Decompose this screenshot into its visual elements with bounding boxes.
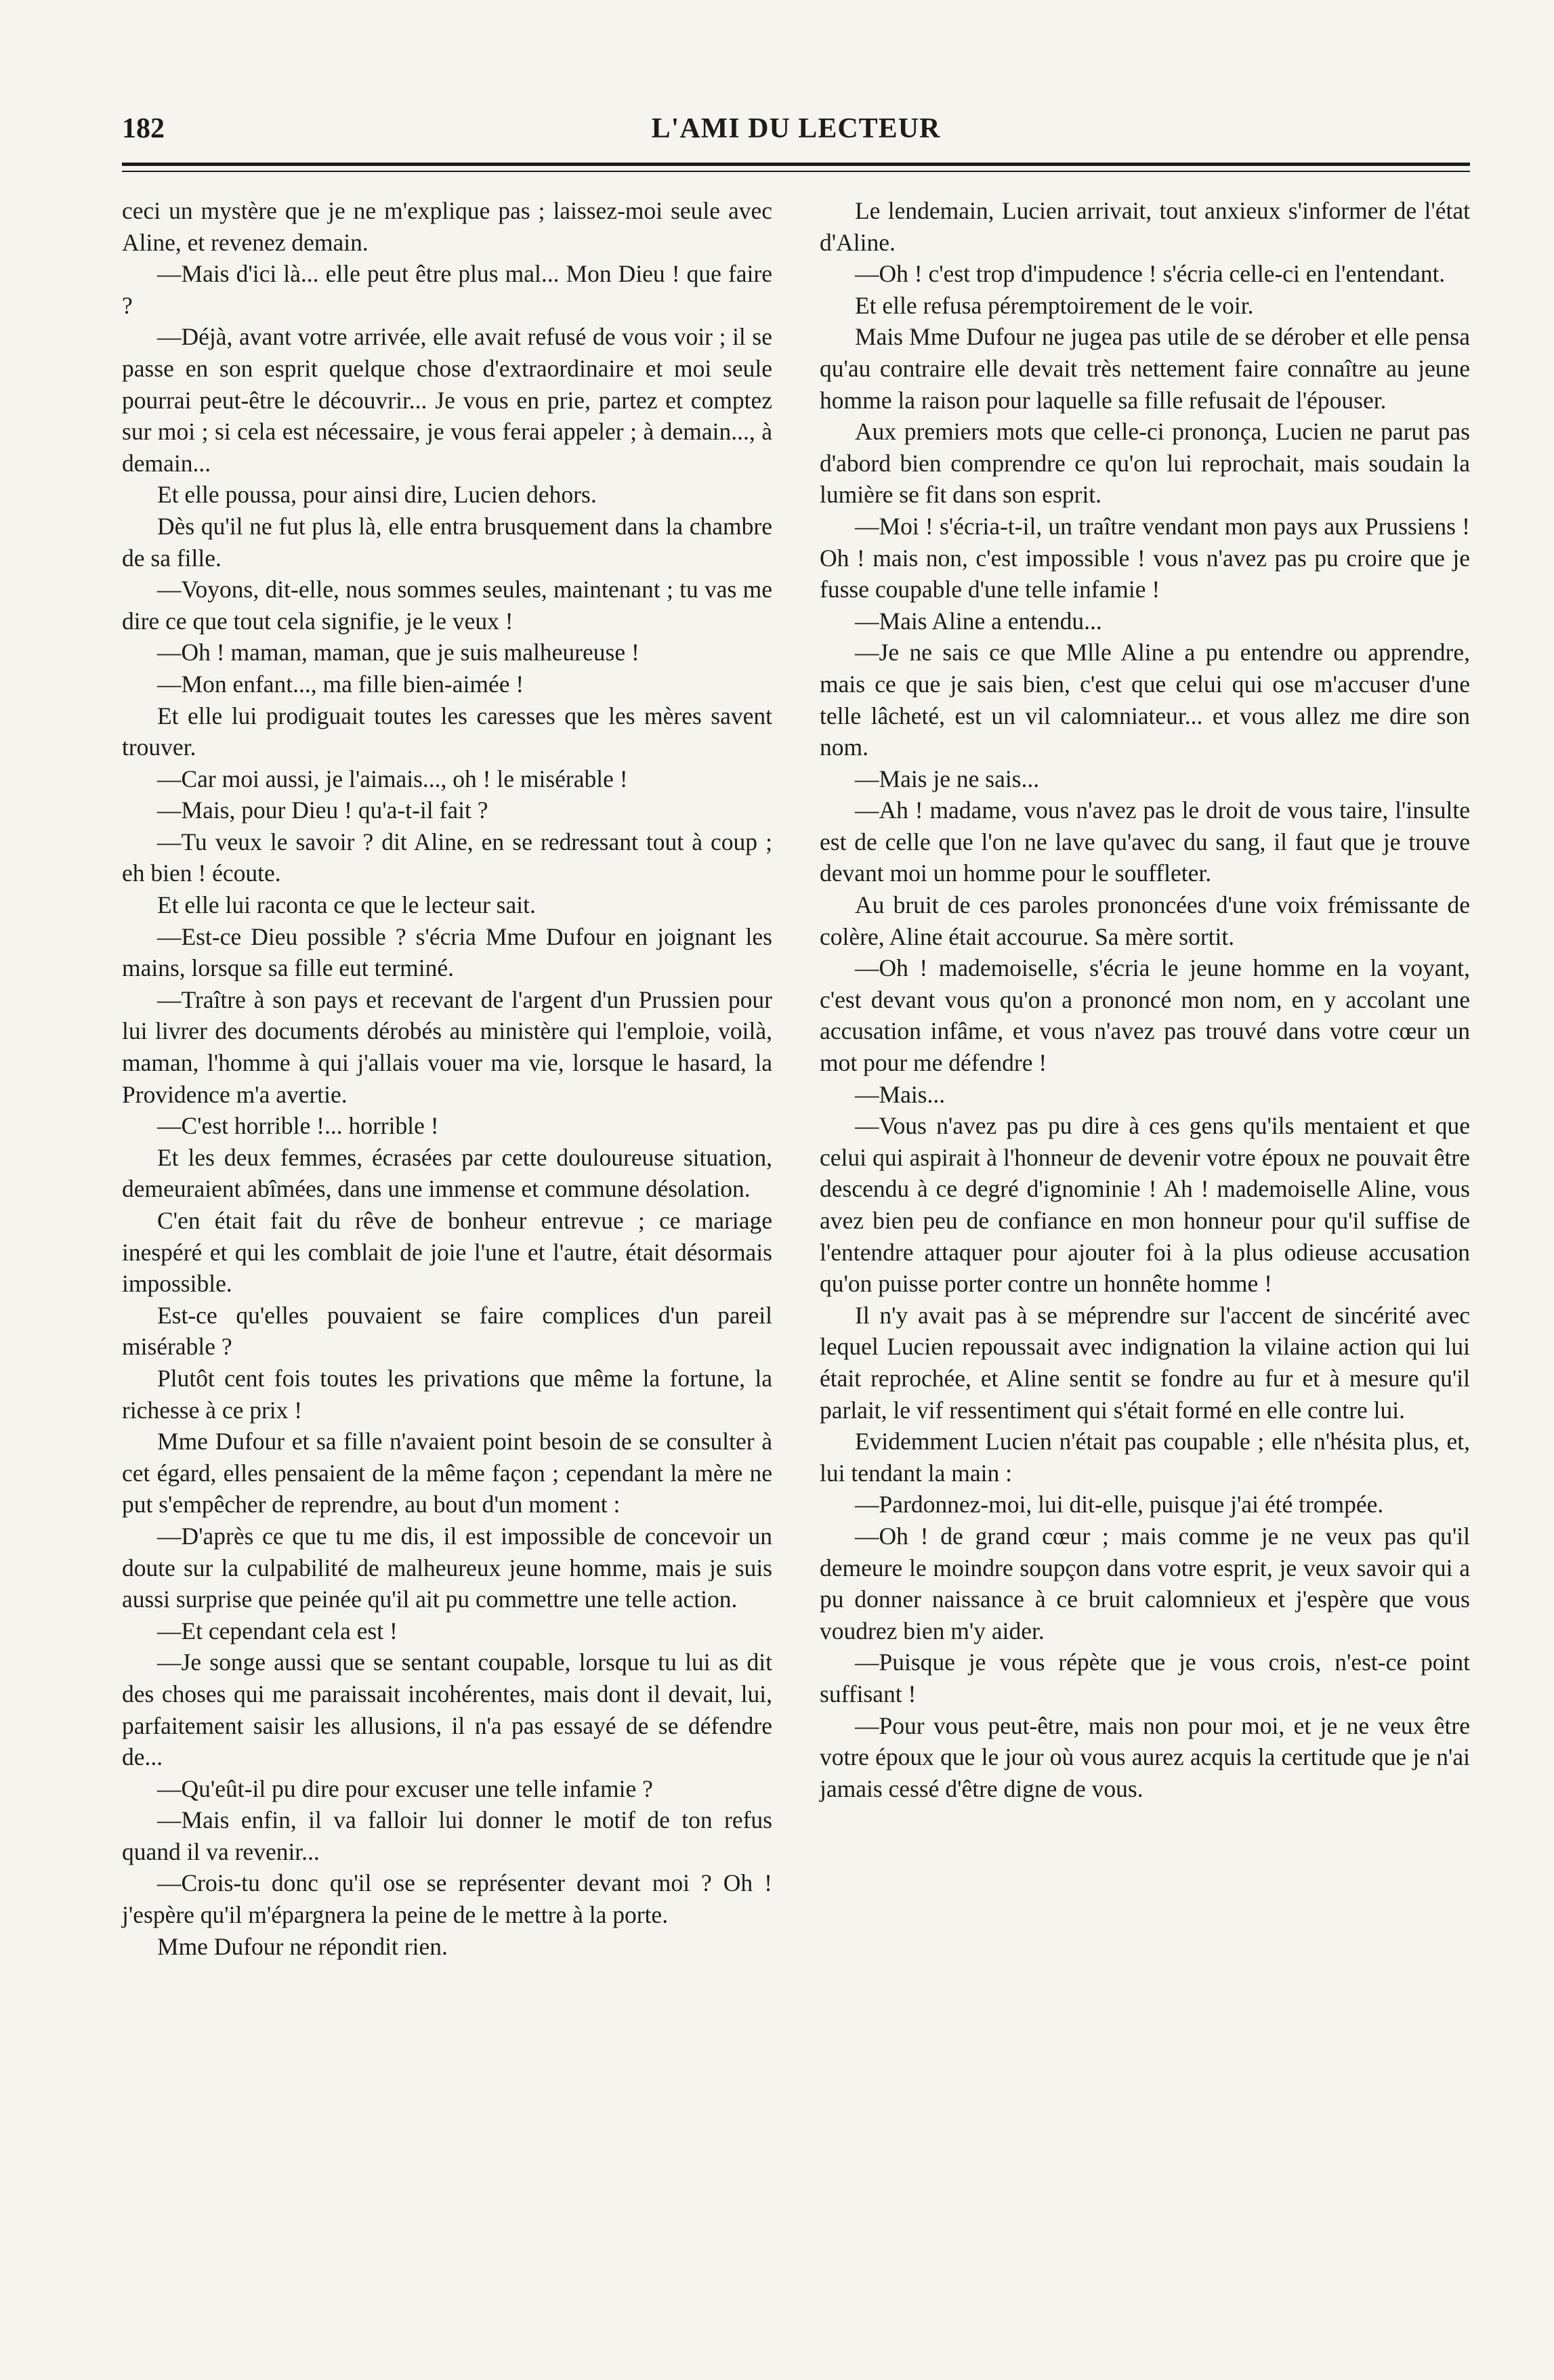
- paragraph: —C'est horrible !... horrible !: [157, 1112, 439, 1140]
- paragraph: C'en était fait du rêve de bonheur entrevue ; ce mariage inespéré et qui les comblait de joie l'une et l'autre, était désormais impossible.: [122, 1207, 772, 1298]
- page-header: [122, 112, 1470, 153]
- paragraph: —Mais enfin, il va falloir lui donner le motif de ton refus quand il va revenir...: [122, 1806, 772, 1865]
- paragraph: —Oh ! de grand cœur ; mais comme je ne veux pas qu'il demeure le moindre soupçon dans votre esprit, je veux savoir qui a pu donner naissance à ce bruit calomnieux et j'espère que vous voudrez bien m'y aider.: [820, 1522, 1470, 1644]
- paragraph: —Vous n'avez pas pu dire à ces gens qu'ils mentaient et que celui qui aspirait à l'honneur de devenir votre époux ne pouvait être descendu à ce degré d'ignominie ! Ah ! mademoiselle Aline, vous avez bien peu de confiance en mon honneur pour qu'il suffise de l'entendre attaquer pour ajouter foi à la plus odieuse accusation qu'on puisse porter contre un honnête homme !: [820, 1112, 1470, 1298]
- paragraph: —Mais...: [855, 1080, 946, 1108]
- paragraph: —Tu veux le savoir ? dit Aline, en se redressant tout à coup ; eh bien ! écoute.: [122, 828, 772, 887]
- paragraph: Au bruit de ces paroles prononcées d'une voix frémissante de colère, Aline était accourue. Sa mère sortit.: [820, 891, 1470, 950]
- paragraph: —Car moi aussi, je l'aimais..., oh ! le misérable !: [157, 765, 628, 792]
- paragraph: Le lendemain, Lucien arrivait, tout anxieux s'informer de l'état d'Aline.: [820, 197, 1470, 256]
- paragraph: —Je ne sais ce que Mlle Aline a pu entendre ou apprendre, mais ce que je sais bien, c'est que celui qui ose m'accuser d'une telle lâcheté, est un vil calomniateur... et vous allez me dire son nom.: [820, 639, 1470, 761]
- paragraph: Et elle refusa péremptoirement de le voir.: [855, 291, 1254, 319]
- paragraph: —Traître à son pays et recevant de l'argent d'un Prussien pour lui livrer des documents dérobés au ministère qui l'emploie, voilà, maman, l'homme à qui j'allais vouer ma vie, lorsque le hasard, la Providence m'a avertie.: [122, 985, 772, 1108]
- paragraph: Dès qu'il ne fut plus là, elle entra brusquement dans la chambre de sa fille.: [122, 512, 772, 572]
- paragraph: —Déjà, avant votre arrivée, elle avait refusé de vous voir ; il se passe en son esprit quelque chose d'extraordinaire et moi seule pourrai peut-être le découvrir... Je vous en prie, partez et comptez sur moi ; si cela est nécessaire, je vous ferai appeler ; à demain..., à demain...: [122, 323, 772, 477]
- paragraph: —Et cependant cela est !: [157, 1617, 398, 1644]
- paragraph: —Mais je ne sais...: [855, 765, 1040, 792]
- paragraph: —Oh ! maman, maman, que je suis malheureuse !: [157, 639, 639, 666]
- left-column: [122, 195, 772, 1962]
- paragraph: ceci un mystère que je ne m'explique pas ; laissez-moi seule avec Aline, et revenez demain.: [122, 197, 772, 256]
- paragraph: Il n'y avait pas à se méprendre sur l'accent de sincérité avec lequel Lucien repoussait avec indignation la vilaine action qui lui était reprochée, et Aline sentit se fondre au fur et à mesure qu'il parlait, le vif ressentiment qui s'était formé en elle contre lui.: [820, 1301, 1470, 1424]
- paragraph: —Mais, pour Dieu ! qu'a-t-il fait ?: [157, 796, 488, 824]
- page-number: 182: [122, 113, 165, 144]
- paragraph: Est-ce qu'elles pouvaient se faire complices d'un pareil misérable ?: [122, 1301, 772, 1361]
- paragraph: —Mais d'ici là... elle peut être plus mal... Mon Dieu ! que faire ?: [122, 260, 772, 319]
- paragraph: —Puisque je vous répète que je vous crois, n'est-ce point suffisant !: [820, 1649, 1470, 1707]
- paragraph: Et les deux femmes, écrasées par cette douloureuse situation, demeuraient abîmées, dans une immense et commune désolation.: [122, 1143, 772, 1203]
- paragraph: —Mon enfant..., ma fille bien-aimée !: [157, 670, 524, 698]
- paragraph: Mme Dufour ne répondit rien.: [157, 1932, 448, 1960]
- paragraph: —Pardonnez-moi, lui dit-elle, puisque j'ai été trompée.: [855, 1491, 1384, 1518]
- running-title: L'AMI DU LECTEUR: [651, 113, 941, 144]
- paragraph: —Pour vous peut-être, mais non pour moi, et je ne veux être votre époux que le jour où vous aurez acquis la certitude que je n'ai jamais cessé d'être digne de vous.: [820, 1712, 1470, 1802]
- paragraph: —Voyons, dit-elle, nous sommes seules, maintenant ; tu vas me dire ce que tout cela signifie, je le veux !: [122, 576, 772, 635]
- right-column: [820, 195, 1470, 1804]
- paragraph: —Oh ! c'est trop d'impudence ! s'écria celle-ci en l'entendant.: [855, 260, 1446, 288]
- header-rule-thin: [122, 171, 1470, 172]
- paragraph: Mme Dufour et sa fille n'avaient point besoin de se consulter à cet égard, elles pensaient de la même façon ; cependant la mère ne put s'empêcher de reprendre, au bout d'un moment :: [122, 1428, 772, 1518]
- paragraph: —D'après ce que tu me dis, il est impossible de concevoir un doute sur la culpabilité de malheureux jeune homme, mais je suis aussi surprise que peinée qu'il ait pu commettre une telle action.: [122, 1522, 772, 1613]
- paragraph: —Est-ce Dieu possible ? s'écria Mme Dufour en joignant les mains, lorsque sa fille eut terminé.: [122, 922, 772, 982]
- paragraph: —Ah ! madame, vous n'avez pas le droit de vous taire, l'insulte est de celle que l'on ne lave qu'avec du sang, il faut que je trouve devant moi un homme pour le souffleter.: [820, 796, 1470, 887]
- paragraph: —Qu'eût-il pu dire pour excuser une telle infamie ?: [157, 1775, 653, 1802]
- paragraph: —Oh ! mademoiselle, s'écria le jeune homme en la voyant, c'est devant vous qu'on a prononcé mon nom, en y accolant une accusation infâme, et vous n'avez pas trouvé dans votre cœur un mot pour me défendre !: [820, 954, 1470, 1077]
- paragraph: —Moi ! s'écria-t-il, un traître vendant mon pays aux Prussiens ! Oh ! mais non, c'est impossible ! vous n'avez pas pu croire que je fusse coupable d'une telle infamie !: [820, 512, 1470, 603]
- paragraph: Et elle lui prodiguait toutes les caresses que les mères savent trouver.: [122, 702, 772, 761]
- paragraph: —Mais Aline a entendu...: [855, 607, 1102, 635]
- paragraph: Plutôt cent fois toutes les privations que même la fortune, la richesse à ce prix !: [122, 1364, 772, 1424]
- paragraph: —Crois-tu donc qu'il ose se représenter devant moi ? Oh ! j'espère qu'il m'épargnera la peine de le mettre à la porte.: [122, 1869, 772, 1929]
- paragraph: Et elle poussa, pour ainsi dire, Lucien dehors.: [157, 481, 597, 509]
- paragraph: Evidemment Lucien n'était pas coupable ; elle n'hésita plus, et, lui tendant la main :: [820, 1428, 1470, 1487]
- paragraph: Et elle lui raconta ce que le lecteur sait.: [157, 891, 536, 919]
- header-rule-thick: [122, 163, 1470, 166]
- paragraph: Aux premiers mots que celle-ci prononça, Lucien ne parut pas d'abord bien comprendre ce qu'on lui reprochait, mais soudain la lumière se fit dans son esprit.: [820, 418, 1470, 509]
- paragraph: —Je songe aussi que se sentant coupable, lorsque tu lui as dit des choses qui me paraissait incohérentes, mais dont il devait, lui, parfaitement saisir les allusions, il n'a pas essayé de se défendre de...: [122, 1649, 772, 1771]
- paragraph: Mais Mme Dufour ne jugea pas utile de se dérober et elle pensa qu'au contraire elle devait très nettement faire connaître au jeune homme la raison pour laquelle sa fille refusait de l'épouser.: [820, 323, 1470, 414]
